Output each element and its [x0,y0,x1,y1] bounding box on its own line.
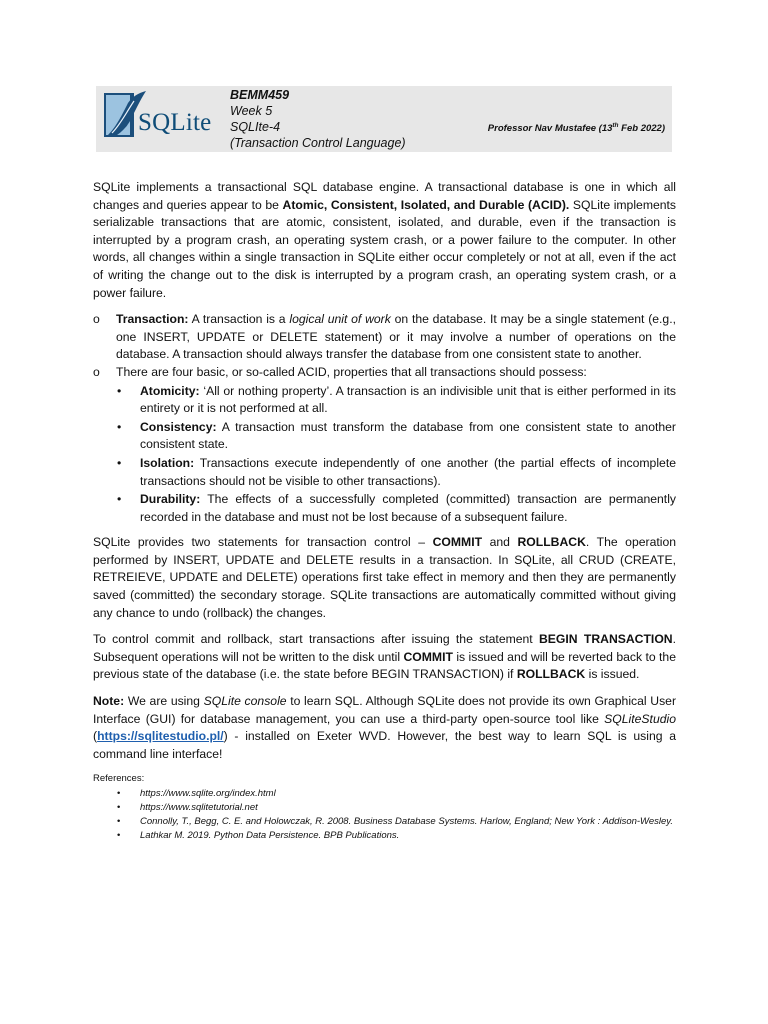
bullet-icon: • [117,816,121,828]
reference-item: • https://www.sqlitetutorial.net [117,802,258,814]
bullet-icon: • [117,802,121,814]
bullet-icon: • [117,455,122,470]
bullet-icon: • [117,419,122,434]
author-line: Professor Nav Mustafee (13th Feb 2022) [487,122,665,135]
acid-item-consistency: • Consistency: A transaction must transform the database from one consistent state to another consistent state. [117,419,676,452]
note-paragraph: Note: We are using SQLite console to learn SQL. Although SQLite does not provide its own Graphical User Interface (GUI) for database management, you can use a third-party open-source tool like SQLiteStudio (https://sqlitestudio.pl/) - installed on Exeter WVD. However, the best way to learn SQL is using a command line interface! [93,694,677,761]
bullet-icon: • [117,830,121,842]
course-info [230,87,406,151]
document-header [96,86,672,152]
bullet-icon: • [117,788,121,800]
reference-item: • Lathkar M. 2019. Python Data Persistence. BPB Publications. [117,830,400,842]
subtopic-label: (Transaction Control Language) [230,136,406,150]
acid-item-isolation: • Isolation: Transactions execute independently of one another (the partial effects of incomplete transactions should not be visible to other transactions). [117,455,676,488]
circle-bullet-icon: o [93,312,100,327]
intro-paragraph: SQLite implements a transactional SQL database engine. A transactional database is one in which all changes and queries appear to be Atomic, Consistent, Isolated, and Durable (ACID). SQLite implements serializable transactions that are atomic, consistent, isolated, and durable, even if the transaction is interrupted by a program crash, an operating system crash, or a power failure to the computer. In other words, all changes within a single transaction in SQLite either occur completely or not at all, even if the act of writing the change out to the disk is interrupted by a program crash, an operating system crash, or a power failure. [93,180,677,300]
logo-text: SQLite [138,109,212,136]
bullet-icon: • [117,492,122,507]
references-title: References: [93,773,145,785]
transaction-list [93,311,676,526]
references-list [93,787,676,843]
list-item-acid: o There are four basic, or so-called ACID, properties that all transactions should possess: • Atomicity: ‘All or nothing property’. A transaction is an indivisible unit that is either performed in its entirety or it is not performed at all. • Consistency: A transaction must transform the database from one consistent state to another consistent state. • Isolation: Transactions execute independently of one another (the partial effects of incomplete transactions should not be visible to other transactions). • Durability: The effects of a successfully completed (committed) transaction are permanently recorded in the database and must not be lost because of a subsequent failure. [93,364,676,526]
acid-item-atomicity: • Atomicity: ‘All or nothing property’. A transaction is an indivisible unit that is either performed in its entirety or it is not performed at all. [117,383,676,416]
acid-item-durability: • Durability: The effects of a successfully completed (committed) transaction are permanently recorded in the database and must not be lost because of a subsequent failure. [117,492,676,524]
list-item-transaction: o Transaction: A transaction is a logical unit of work on the database. It may be a single statement (e.g., one INSERT, UPDATE or DELETE statement) or it may involve a number of operations on the database. A transaction should always transfer the database from one consistent state to another. [93,312,676,362]
bullet-icon: • [117,383,122,398]
circle-bullet-icon: o [93,364,100,379]
acid-properties-list [116,383,676,527]
commit-rollback-paragraph: To control commit and rollback, start transactions after issuing the statement BEGIN TRANSACTION. Subsequent operations will not be written to the disk until COMMIT is issued and will be reverted back to the previous state of the database (i.e. the state before BEGIN TRANSACTION) if ROLLBACK is issued. [93,632,676,682]
sqlite-logo [102,89,214,139]
week-label: Week 5 [230,104,273,118]
document-body [93,179,676,843]
transaction-control-paragraph: SQLite provides two statements for transaction control – COMMIT and ROLLBACK. The operation performed by INSERT, UPDATE and DELETE results in a transaction. In SQLite, all CRUD (CREATE, RETREIEVE, UPDATE and DELETE) operations first take effect in memory and then they are permanently saved (committed) the secondary storage. SQLite transactions are automatically committed without giving any chance to undo (rollback) the changes. [93,535,677,620]
reference-item: • Connolly, T., Begg, C. E. and Holowczak, R. 2008. Business Database Systems. Harlow, England; New York : Addison-Wesley. [117,816,673,828]
course-code: BEMM459 [230,88,290,102]
topic-label: SQLIte-4 [230,120,281,134]
references-section [93,772,676,843]
reference-item: • https://www.sqlite.org/index.html [117,788,276,800]
sqlitestudio-link[interactable]: https://sqlitestudio.pl/ [97,729,224,744]
